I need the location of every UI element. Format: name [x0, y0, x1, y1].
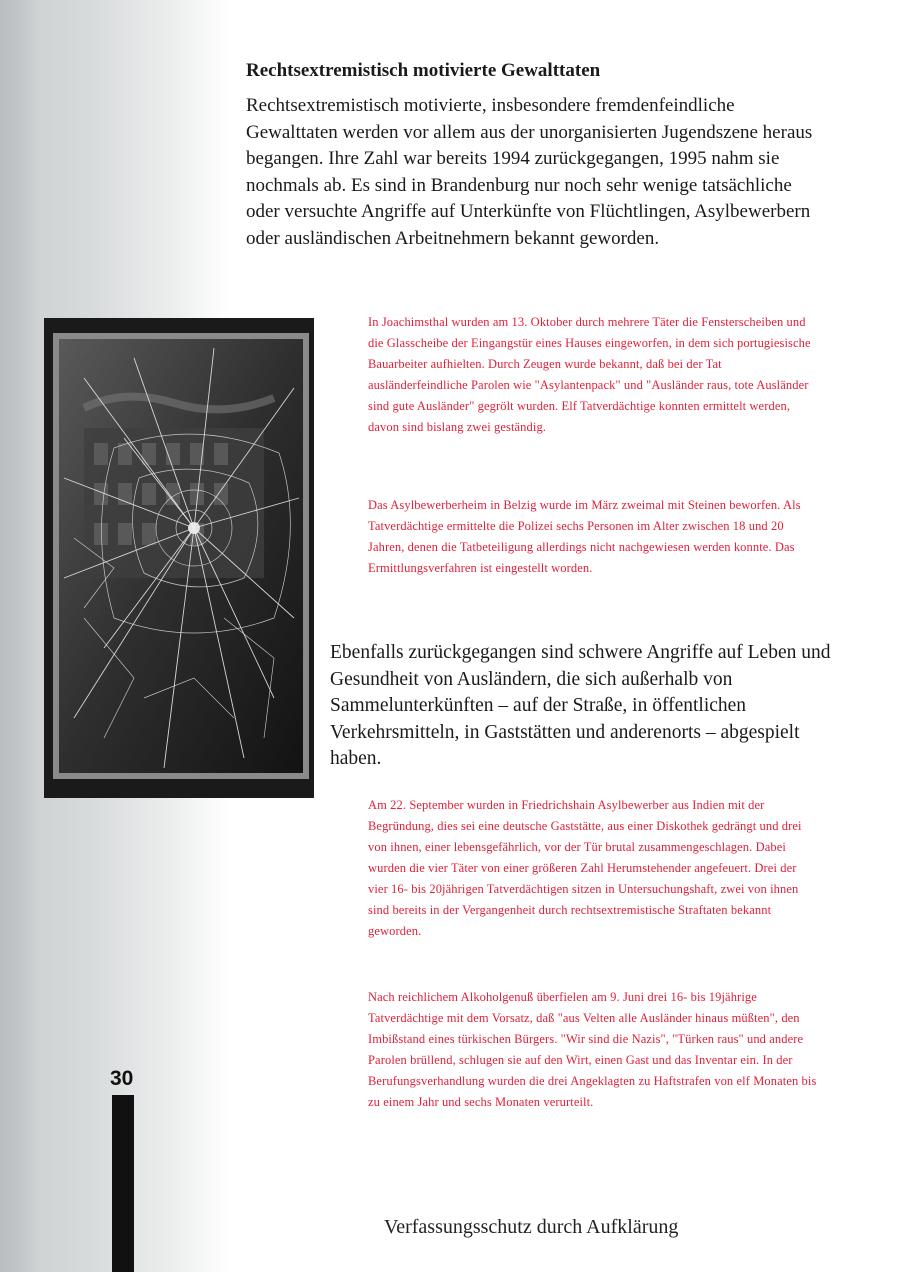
intro-paragraph: Rechtsextremistisch motivierte, insbesondere fremdenfeindliche Gewalttaten werden vor allem aus der unorganisierten Jugendszene heraus begangen. Ihre Zahl war bereits 1994 zurückgegangen, 1995 nahm sie nochmals ab. Es sind in Brandenburg nur noch sehr wenige tatsächliche oder versuchte Angriffe auf Unterkünfte von Flüchtlingen, Asylbewerbern oder ausländischen Arbeitnehmern bekannt geworden.: [246, 95, 813, 249]
case-joachimsthal: In Joachimsthal wurden am 13. Oktober durch mehrere Täter die Fensterscheiben und die Glasscheibe der Eingangstür eines Hauses eingeworfen, in dem sich portugiesische Bauarbeiter aufhielten. Durch Zeugen wurde bekannt, daß bei der Tat ausländerfeindliche Parolen wie "Asylantenpack" und "Ausländer raus, tote Ausländer sind gute Ausländer" gegrölt wurden. Elf Tatverdächtige konnten ermittelt werden, davon sind bislang zwei geständig.: [368, 315, 811, 434]
section-heading: Rechtsextremistisch motivierte Gewalttaten: [246, 60, 601, 81]
case-friedrichshain: Am 22. September wurden in Friedrichshain Asylbewerber aus Indien mit der Begründung, dies sei eine deutsche Gaststätte, aus einer Diskothek gedrängt und drei von ihnen, einer lebensgefährlich, vor der Tür brutal zusammengeschlagen. Dabei wurden die vier Täter von einer größeren Zahl Herumstehender angefeuert. Drei der vier 16- bis 20jährigen Tatverdächtigen sitzen in Untersuchungshaft, zwei von ihnen sind bereits in der Vergangenheit durch rechtsextremistische Straftaten bekannt geworden.: [368, 798, 802, 938]
footer-text: Verfassungsschutz durch Aufklärung: [384, 1216, 679, 1238]
side-shade-edge: [0, 0, 40, 1272]
shattered-window-photo: [44, 318, 314, 798]
middle-paragraph: Ebenfalls zurückgegangen sind schwere Angriffe auf Leben und Gesundheit von Ausländern, die sich außerhalb von Sammelunterkünften – auf der Straße, in öffentlichen Verkehrsmitteln, in Gaststätten und anderenorts – abgespielt haben.: [330, 642, 831, 769]
page-marker-bar: [112, 1095, 134, 1272]
shattered-glass-image: [44, 318, 314, 798]
case-belzig: Das Asylbewerberheim in Belzig wurde im März zweimal mit Steinen beworfen. Als Tatverdächtige ermittelte die Polizei sechs Personen im Alter zwischen 18 und 20 Jahren, denen die Tatbeteiligung allerdings nicht nachgewiesen werden konnte. Das Ermittlungsverfahren ist eingestellt worden.: [368, 498, 801, 575]
page-number: 30: [110, 1067, 134, 1090]
case-velten: Nach reichlichem Alkoholgenuß überfielen am 9. Juni drei 16- bis 19jährige Tatverdächtige mit dem Vorsatz, daß "aus Velten alle Ausländer hinaus müßten", den Imbißstand eines türkischen Bürgers. "Wir sind die Nazis", "Türken raus" und andere Parolen brüllend, schlugen sie auf den Wirt, einen Gast und das Inventar ein. In der Berufungsverhandlung wurden die drei Angeklagten zu Haftstrafen von elf Monaten bis zu einem Jahr und sechs Monaten verurteilt.: [368, 990, 817, 1109]
